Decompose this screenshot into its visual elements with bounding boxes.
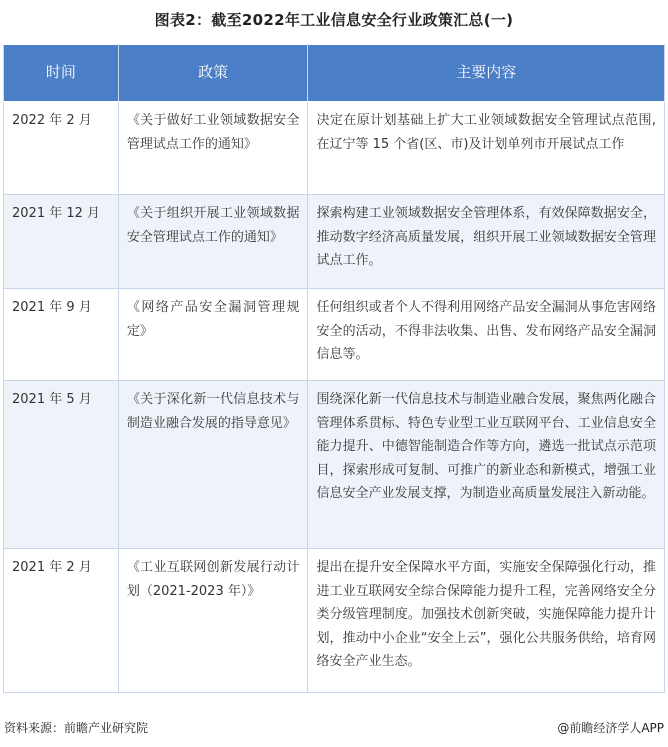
table-row xyxy=(4,289,665,381)
cell-content: 探索构建工业领域数据安全管理体系，有效保障数据安全，推动数字经济高质量发展，组织开展工业领域数据安全管理试点工作。 xyxy=(308,195,665,289)
cell-content: 提出在提升安全保障水平方面，实施安全保障强化行动，推进工业互联网安全综合保障能力提升工程，完善网络安全分类分级管理制度。加强技术创新突破，实施保障能力提升计划，推动中小企业“安全上云”，强化公共服务供给，培育网络安全产业生态。 xyxy=(308,549,665,693)
source-note: 资料来源：前瞻产业研究院 xyxy=(4,721,149,735)
cell-policy: 《工业互联网创新发展行动计划（2021-2023 年）》 xyxy=(118,549,308,693)
header-policy: 政策 xyxy=(118,45,308,102)
chart-title: 图表2：截至2022年工业信息安全行业政策汇总(一) xyxy=(154,11,514,29)
cell-content: 任何组织或者个人不得利用网络产品安全漏洞从事危害网络安全的活动，不得非法收集、出售、发布网络产品安全漏洞信息等。 xyxy=(308,289,665,381)
table-header-row xyxy=(4,45,665,102)
cell-time: 2022 年 2 月 xyxy=(4,102,119,195)
policy-table xyxy=(3,44,665,693)
cell-time: 2021 年 9 月 xyxy=(4,289,119,381)
cell-policy: 《网络产品安全漏洞管理规定》 xyxy=(118,289,308,381)
cell-content: 围绕深化新一代信息技术与制造业融合发展，聚焦两化融合管理体系贯标、特色专业型工业互联网平台、工业信息安全能力提升、中德智能制造合作等方向，遴选一批试点示范项目，探索形成可复制、可推广的新业态和新模式，增强工业信息安全产业发展支撑，为制造业高质量发展注入新动能。 xyxy=(308,381,665,549)
table-row xyxy=(4,549,665,693)
cell-policy: 《关于组织开展工业领域数据安全管理试点工作的通知》 xyxy=(118,195,308,289)
table-row xyxy=(4,381,665,549)
brand-credit: @前瞻经济学人APP xyxy=(557,721,664,735)
cell-time: 2021 年 5 月 xyxy=(4,381,119,549)
header-content: 主要内容 xyxy=(308,45,665,102)
cell-policy: 《关于做好工业领域数据安全管理试点工作的通知》 xyxy=(118,102,308,195)
cell-policy: 《关于深化新一代信息技术与制造业融合发展的指导意见》 xyxy=(118,381,308,549)
cell-time: 2021 年 12 月 xyxy=(4,195,119,289)
cell-time: 2021 年 2 月 xyxy=(4,549,119,693)
table-row xyxy=(4,195,665,289)
table-row xyxy=(4,102,665,195)
header-time: 时间 xyxy=(4,45,119,102)
cell-content: 决定在原计划基础上扩大工业领域数据安全管理试点范围,在辽宁等 15 个省(区、市)及计划单列市开展试点工作 xyxy=(308,102,665,195)
